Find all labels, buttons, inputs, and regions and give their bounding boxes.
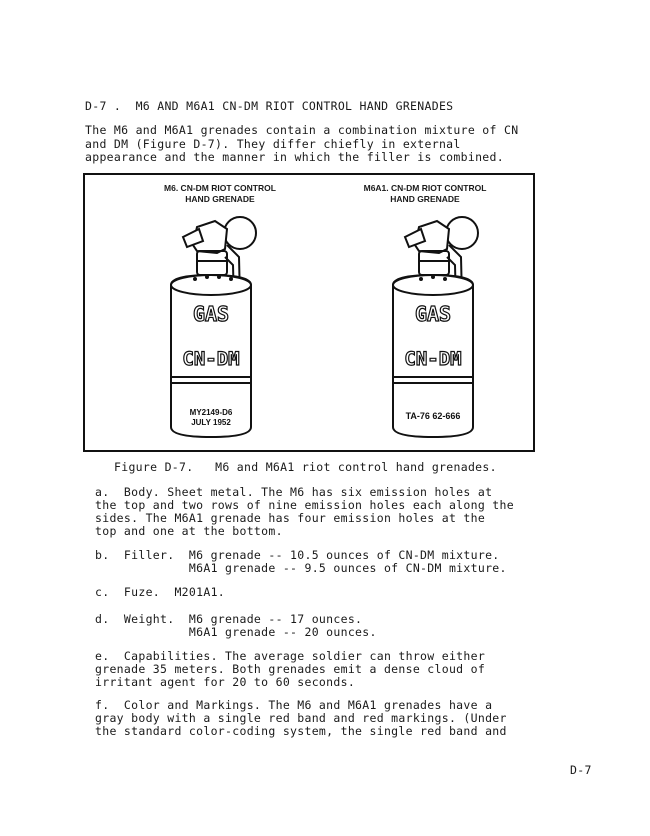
text-line: M6A1 grenade -- 20 ounces. bbox=[95, 625, 377, 639]
section-title: D-7 . M6 AND M6A1 CN-DM RIOT CONTROL HAND GRENADES bbox=[85, 99, 454, 113]
can-cndm-text: CN-DM bbox=[404, 348, 462, 370]
label-line: M6. CN-DM RIOT CONTROL bbox=[164, 183, 276, 193]
item-c-fuze bbox=[95, 586, 537, 599]
text-line: the top and two rows of nine emission holes each along the bbox=[95, 498, 514, 512]
figure-caption: Figure D-7. M6 and M6A1 riot control hand grenades. bbox=[114, 460, 497, 474]
text-line: the standard color-coding system, the single red band and bbox=[95, 724, 507, 738]
text-line: appearance and the manner in which the filler is combined. bbox=[85, 150, 504, 164]
text-line: gray body with a single red band and red markings. (Under bbox=[95, 711, 507, 725]
text-line: irritant agent for 20 to 60 seconds. bbox=[95, 675, 356, 689]
item-d-weight bbox=[95, 613, 537, 639]
item-f-color-markings bbox=[95, 699, 537, 738]
can-gas-text: GAS bbox=[414, 302, 452, 326]
text-line: b. Filler. M6 grenade -- 10.5 ounces of CN-DM mixture. bbox=[95, 548, 500, 562]
text-line: d. Weight. M6 grenade -- 17 ounces. bbox=[95, 612, 363, 626]
text-line: c. Fuze. M201A1. bbox=[95, 585, 226, 599]
can-stamp-line: JULY 1952 bbox=[191, 418, 231, 427]
intro-paragraph bbox=[85, 124, 540, 165]
label-line: HAND GRENADE bbox=[390, 194, 460, 204]
text-line: M6A1 grenade -- 9.5 ounces of CN-DM mixture. bbox=[95, 561, 507, 575]
label-line: HAND GRENADE bbox=[185, 194, 255, 204]
can-stamp-line: MY2149-D6 bbox=[189, 408, 233, 417]
text-line: and DM (Figure D-7). They differ chiefly in external bbox=[85, 136, 461, 151]
m6-grenade-illustration bbox=[145, 205, 285, 445]
item-a-body bbox=[95, 486, 537, 538]
can-gas-text: GAS bbox=[192, 302, 230, 326]
can-cndm-text: CN-DM bbox=[182, 348, 240, 370]
text-line: top and one at the bottom. bbox=[95, 524, 283, 538]
text-line: The M6 and M6A1 grenades contain a combination mixture of CN bbox=[85, 123, 519, 137]
figure-label-m6a1 bbox=[340, 183, 510, 205]
item-b-filler bbox=[95, 549, 537, 575]
page-number: D-7 bbox=[570, 763, 592, 777]
m6a1-grenade-illustration bbox=[367, 205, 507, 445]
label-line: M6A1. CN-DM RIOT CONTROL bbox=[363, 183, 487, 193]
text-line: f. Color and Markings. The M6 and M6A1 grenades have a bbox=[95, 698, 493, 712]
item-e-capabilities bbox=[95, 650, 537, 689]
text-line: grenade 35 meters. Both grenades emit a dense cloud of bbox=[95, 662, 486, 676]
figure-d7 bbox=[83, 173, 535, 452]
figure-label-m6 bbox=[135, 183, 305, 205]
text-line: a. Body. Sheet metal. The M6 has six emission holes at bbox=[95, 485, 493, 499]
text-line: sides. The M6A1 grenade has four emission holes at the bbox=[95, 511, 486, 525]
text-line: e. Capabilities. The average soldier can throw either bbox=[95, 649, 486, 663]
can-stamp-line: TA-76 62-666 bbox=[405, 411, 461, 421]
